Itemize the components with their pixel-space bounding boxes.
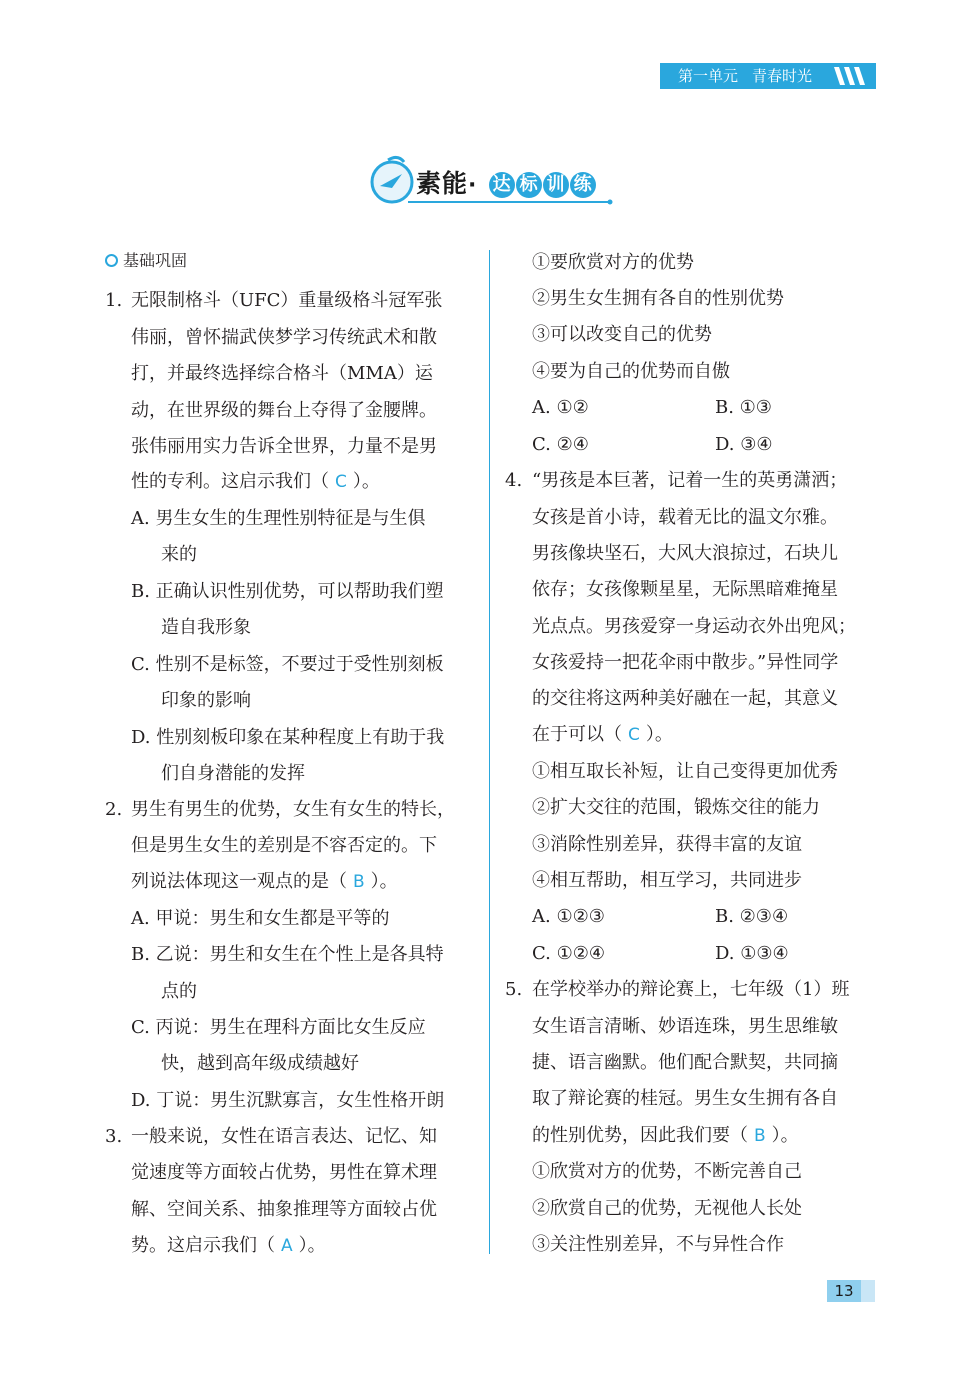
q4-line: 女孩爱持一把花伞雨中散步。”异性同学 bbox=[532, 652, 839, 673]
q1-line: 无限制格斗（UFC）重量级格斗冠军张 bbox=[131, 290, 443, 311]
q1-number: 1. bbox=[105, 290, 123, 311]
q5-line: 捷、语言幽默。他们配合默契，共同摘 bbox=[532, 1052, 838, 1073]
q3-option-a: A. ①② bbox=[532, 397, 589, 418]
q4-item: ①相互取长补短，让自己变得更加优秀 bbox=[532, 761, 838, 782]
q2-option-b: B. 乙说：男生和女生在个性上是各具特 bbox=[131, 944, 444, 965]
q1-option-b-wrap: 造自我形象 bbox=[161, 617, 251, 638]
q2-option-c-wrap: 快，越到高年级成绩越好 bbox=[161, 1053, 359, 1074]
q3-option-d: D. ③④ bbox=[715, 434, 773, 455]
q4-stem-end: 在于可以（ C ）。 bbox=[532, 724, 673, 745]
q3-line: 觉速度等方面较占优势，男性在算术理 bbox=[131, 1162, 437, 1183]
q1-option-a: A. 男生女生的生理性别特征是与生俱 bbox=[131, 508, 426, 529]
q2-stem-end: 列说法体现这一观点的是（ B ）。 bbox=[131, 871, 398, 892]
column-divider bbox=[489, 250, 490, 1254]
q4-line: “男孩是本巨著，记着一生的英勇潇洒； bbox=[532, 470, 848, 491]
title-main: 素能 bbox=[416, 169, 469, 198]
q1-line: 动，在世界级的舞台上夺得了金腰牌。 bbox=[131, 400, 437, 421]
q1-option-d-wrap: 们自身潜能的发挥 bbox=[161, 763, 305, 784]
q3-item: ④要为自己的优势而自傲 bbox=[532, 361, 730, 382]
q5-line: 女生语言清晰、妙语连珠，男生思维敏 bbox=[532, 1016, 838, 1037]
unit-topic: 青春时光 bbox=[752, 67, 813, 85]
q5-number: 5. bbox=[505, 979, 523, 1000]
q4-line: 依存；女孩像颗星星，无际黑暗难掩星 bbox=[532, 579, 838, 600]
page-number: 13 bbox=[827, 1280, 861, 1302]
q5-item: ③关注性别差异，不与异性合作 bbox=[532, 1234, 784, 1255]
q3-option-c: C. ②④ bbox=[532, 434, 589, 455]
q3-stem-end: 势。这启示我们（ A ）。 bbox=[131, 1235, 326, 1256]
q2-option-b-wrap: 点的 bbox=[161, 981, 197, 1002]
q4-option-c: C. ①②④ bbox=[532, 943, 605, 964]
q5-item: ①欣赏对方的优势，不断完善自己 bbox=[532, 1161, 802, 1182]
page-number-box bbox=[827, 1280, 875, 1302]
unit-label: 第一单元 bbox=[678, 67, 739, 85]
q5-line: 在学校举办的辩论赛上，七年级（1）班 bbox=[532, 979, 850, 1000]
unit-header bbox=[660, 63, 876, 89]
q4-line: 的交往将这两种美好融在一起，其意义 bbox=[532, 688, 838, 709]
q5-answer: B bbox=[754, 1126, 766, 1146]
q1-line: 伟丽，曾怀揣武侠梦学习传统武术和散 bbox=[131, 327, 437, 348]
q4-line: 女孩是首小诗，载着无比的温文尔雅。 bbox=[532, 507, 838, 528]
q3-line: 一般来说，女性在语言表达、记忆、知 bbox=[131, 1126, 437, 1147]
q2-line: 男生有男生的优势，女生有女生的特长， bbox=[131, 799, 455, 820]
q3-item: ③可以改变自己的优势 bbox=[532, 324, 712, 345]
title-pill-4: 练 bbox=[570, 172, 596, 198]
q1-option-a-wrap: 来的 bbox=[161, 544, 197, 565]
q4-answer: C bbox=[628, 725, 640, 745]
q2-option-c: C. 丙说：男生在理科方面比女生反应 bbox=[131, 1017, 426, 1038]
q5-stem-end: 的性别优势，因此我们要（ B ）。 bbox=[532, 1125, 799, 1146]
stripes-decoration bbox=[830, 63, 870, 89]
q4-line: 光点点。男孩爱穿一身运动衣外出兜风； bbox=[532, 616, 856, 637]
section-label: 基础巩固 bbox=[105, 250, 187, 272]
q4-option-d: D. ①③④ bbox=[715, 943, 789, 964]
q2-option-d: D. 丁说：男生沉默寡言，女生性格开朗 bbox=[131, 1090, 445, 1111]
q3-item: ①要欣赏对方的优势 bbox=[532, 252, 694, 273]
q4-item: ④相互帮助，相互学习，共同进步 bbox=[532, 870, 802, 891]
q1-line: 打，并最终选择综合格斗（MMA）运 bbox=[131, 363, 433, 384]
title-pill-3: 训 bbox=[543, 172, 569, 198]
q1-option-c-wrap: 印象的影响 bbox=[161, 690, 251, 711]
q4-line: 男孩像块坚石，大风大浪掠过，石块儿 bbox=[532, 543, 838, 564]
q2-line: 但是男生女生的差别是不容否定的。下 bbox=[131, 835, 437, 856]
q4-item: ②扩大交往的范围，锻炼交往的能力 bbox=[532, 797, 820, 818]
q4-option-b: B. ②③④ bbox=[715, 906, 789, 927]
q1-option-d: D. 性别刻板印象在某种程度上有助于我 bbox=[131, 727, 445, 748]
q3-item: ②男生女生拥有各自的性别优势 bbox=[532, 288, 784, 309]
q1-line: 张伟丽用实力告诉全世界，力量不是男 bbox=[131, 436, 437, 457]
q1-answer: C bbox=[335, 472, 347, 492]
q3-answer: A bbox=[281, 1236, 293, 1256]
q1-option-c: C. 性别不是标签，不要过于受性别刻板 bbox=[131, 654, 444, 675]
q3-number: 3. bbox=[105, 1126, 123, 1147]
q1-option-b: B. 正确认识性别优势，可以帮助我们塑 bbox=[131, 581, 444, 602]
q2-answer: B bbox=[353, 872, 365, 892]
q1-stem-end: 性的专利。这启示我们（ C ）。 bbox=[131, 471, 380, 492]
q3-option-b: B. ①③ bbox=[715, 397, 772, 418]
q4-number: 4. bbox=[505, 470, 523, 491]
circle-bullet-icon bbox=[105, 254, 118, 267]
q4-option-a: A. ①②③ bbox=[532, 906, 605, 927]
section-title bbox=[368, 152, 618, 212]
q3-line: 解、空间关系、抽象推理等方面较占优 bbox=[131, 1199, 437, 1220]
title-pill-2: 标 bbox=[516, 172, 542, 198]
q5-line: 取了辩论赛的桂冠。男生女生拥有各自 bbox=[532, 1088, 838, 1109]
q2-option-a: A. 甲说：男生和女生都是平等的 bbox=[131, 908, 390, 929]
title-dot: · bbox=[468, 173, 478, 198]
q5-item: ②欣赏自己的优势，无视他人长处 bbox=[532, 1198, 802, 1219]
q4-item: ③消除性别差异，获得丰富的友谊 bbox=[532, 834, 802, 855]
title-pill-1: 达 bbox=[489, 172, 515, 198]
q2-number: 2. bbox=[105, 799, 123, 820]
